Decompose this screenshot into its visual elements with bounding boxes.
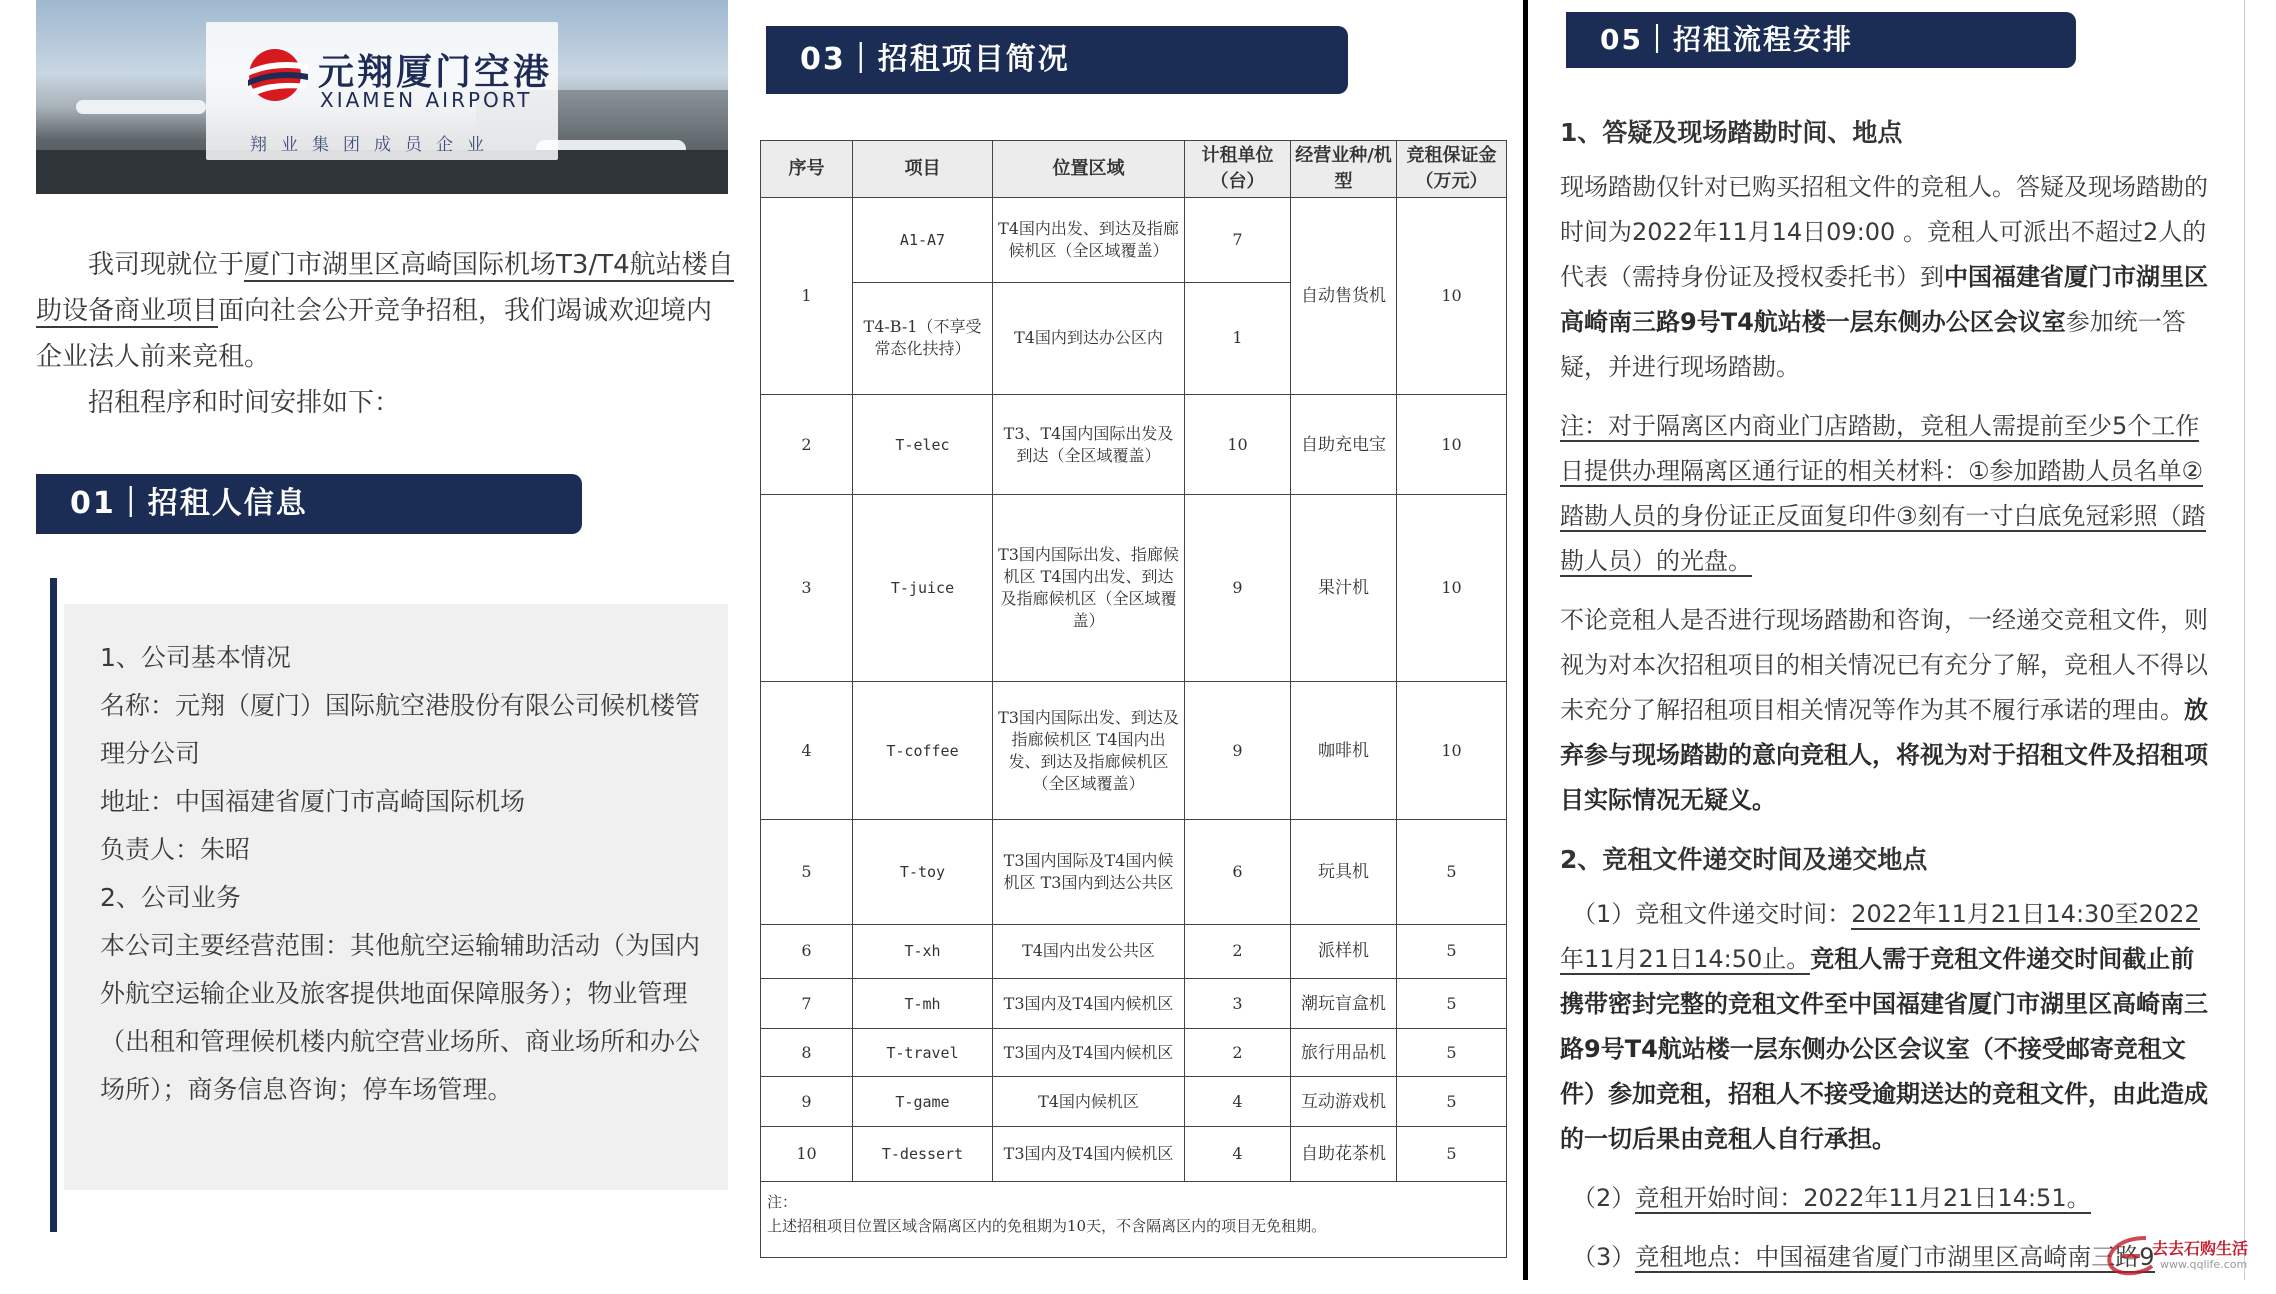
cell-units: 7: [1185, 198, 1291, 282]
cell-project: T-juice: [853, 495, 993, 682]
cell-deposit: 5: [1397, 978, 1507, 1028]
rental-projects-table: [760, 140, 1507, 1258]
cell-location: T3国内及T4国内候机区: [993, 978, 1185, 1028]
cell-location: T3国内国际及T4国内候机区 T3国内到达公共区: [993, 820, 1185, 924]
intro-text-a: 我司现就位于: [88, 250, 245, 280]
cell-project: T-elec: [853, 394, 993, 494]
intro-text-b: 面向社会公开竞争招租，我们竭诚欢迎境内企业法人前来竞租。: [36, 296, 713, 372]
cell-no: 9: [761, 1077, 853, 1127]
table-row: [761, 924, 1507, 978]
subheading: 1、答疑及现场踏勘时间、地点: [1560, 118, 1903, 147]
acknowledgement-text: 不论竞租人是否进行现场踏勘和咨询，一经递交竞租文件，则视为对本次招租项目的相关情况已有充分了解，竞租人不得以未充分了解招租项目相关情况等作为其不履行承诺的理由。: [1560, 606, 2208, 724]
cell-deposit: 5: [1397, 924, 1507, 978]
cell-deposit: 5: [1397, 1127, 1507, 1181]
process-schedule-text: [1560, 110, 2210, 1294]
col-header-deposit: 竞租保证金（万元）: [1397, 141, 1507, 198]
venue-address: 竞租地点：中国福建省厦门市湖里区高崎南三路9: [1635, 1243, 2155, 1271]
cell-no: 8: [761, 1029, 853, 1077]
logo-english-name: XIAMEN AIRPORT: [320, 88, 533, 112]
cell-units: 1: [1185, 282, 1291, 394]
cell-no: 10: [761, 1127, 853, 1181]
cell-type: 自助充电宝: [1291, 394, 1397, 494]
table-row: [761, 1029, 1507, 1077]
column-divider: [1523, 0, 1528, 1280]
cell-units: 3: [1185, 978, 1291, 1028]
acknowledgement-paragraph: [1560, 598, 2210, 823]
meeting-room-address: 中国福建省厦门市湖里区高崎南三路9号T4航站楼一层东侧办公区会议室: [1560, 263, 2208, 336]
table-header-row: [761, 141, 1507, 198]
cell-no: 4: [761, 681, 853, 819]
submission-requirement: 竞租人需于竞租文件递交时间截止前携带密封完整的竞租文件至中国福建省厦门市湖里区高崎南三路9号T4航站楼一层东侧办公区会议室（不接受邮寄竞租文件）参加竞租，招租人不接受逾期送达的竞租文件，由此造成的一切后果由竞租人自行承担。: [1560, 945, 2208, 1153]
intro-paragraph: [36, 242, 736, 380]
cell-no: 2: [761, 394, 853, 494]
info-line: 本公司主要经营范围：其他航空运输辅助活动（为国内外航空运输企业及旅客提供地面保障服务）；物业管理（出租和管理候机楼内航空营业场所、商业场所和办公场所）；商务信息咨询；停车场管理。: [100, 931, 701, 1104]
cell-units: 9: [1185, 495, 1291, 682]
cell-type: 自助花茶机: [1291, 1127, 1397, 1181]
cell-no: 3: [761, 495, 853, 682]
section-01-banner: 01｜招租人信息: [42, 474, 582, 534]
cell-deposit: 5: [1397, 1029, 1507, 1077]
cell-deposit: 10: [1397, 495, 1507, 682]
cell-type: 互动游戏机: [1291, 1077, 1397, 1127]
page-edge-line: [2244, 0, 2245, 1280]
submission-time-paragraph: [1560, 892, 2210, 1162]
xiamen-airport-logo-icon: [244, 44, 310, 106]
cell-deposit: 10: [1397, 198, 1507, 395]
watermark-text: 去去石购生活: [2152, 1239, 2249, 1258]
cell-type: 咖啡机: [1291, 681, 1397, 819]
info-line: 名称：元翔（厦门）国际航空港股份有限公司候机楼管理分公司: [100, 691, 701, 768]
table-note-cell: [761, 1181, 1507, 1257]
cell-deposit: 10: [1397, 394, 1507, 494]
cell-units: 2: [1185, 924, 1291, 978]
info-accent-bar: [50, 578, 57, 1232]
cell-location: T3国内国际出发、指廊候机区 T4国内出发、到达及指廊候机区（全区域覆盖）: [993, 495, 1185, 682]
info-line: 负责人：朱昭: [100, 835, 251, 864]
cell-units: 4: [1185, 1127, 1291, 1181]
cell-location: T3国内国际出发、到达及指廊候机区 T4国内出发、到达及指廊候机区（全区域覆盖）: [993, 681, 1185, 819]
logo-slogan: 翔业集团成员企业: [250, 135, 498, 155]
col-header-no: 序号: [761, 141, 853, 198]
submission-label: （1）竞租文件递交时间：: [1572, 900, 1852, 928]
cell-deposit: 10: [1397, 681, 1507, 819]
lessor-info-panel: [64, 604, 728, 1190]
cell-location: T3、T4国内国际出发及到达（全区域覆盖）: [993, 394, 1185, 494]
isolation-area-note: [1560, 404, 2210, 584]
cell-type: 旅行用品机: [1291, 1029, 1397, 1077]
cell-project: T-coffee: [853, 681, 993, 819]
cell-units: 4: [1185, 1077, 1291, 1127]
cell-project: T-dessert: [853, 1127, 993, 1181]
cell-location: T3国内及T4国内候机区: [993, 1127, 1185, 1181]
site-visit-paragraph: [1560, 165, 2210, 390]
schedule-lead-in: 招租程序和时间安排如下：: [88, 388, 401, 418]
project-location-underlined: 厦门市湖里区高崎国际机场T3/T4航站楼自助设备商业项目: [36, 250, 734, 326]
cell-no: 7: [761, 978, 853, 1028]
table-row: [761, 394, 1507, 494]
section-05-banner: 05｜招租流程安排: [1572, 12, 2076, 68]
cell-location: T4国内出发公共区: [993, 924, 1185, 978]
table-row: [761, 1077, 1507, 1127]
table-row: [761, 978, 1507, 1028]
intro-text: [36, 242, 736, 426]
table-row: [761, 820, 1507, 924]
table-row: [761, 1127, 1507, 1181]
table-note-text: 上述招租项目位置区域含隔离区内的免租期为10天，不含隔离区内的项目无免租期。: [767, 1216, 1327, 1235]
cell-type: 玩具机: [1291, 820, 1397, 924]
site-visit-text: 现场踏勘仅针对已购买招租文件的竞租人。答疑及现场踏勘的时间为2022年11月14日09:00 。竞租人可派出不超过2人的代表（需持身份证及授权委托书）到: [1560, 173, 2208, 291]
col-header-project: 项目: [853, 141, 993, 198]
cell-type: 自动售货机: [1291, 198, 1397, 395]
cell-no: 1: [761, 198, 853, 395]
subheading: 2、竞租文件递交时间及递交地点: [1560, 845, 1928, 874]
watermark-url: www.qqlife.com: [2160, 1258, 2248, 1271]
venue-label: （3）: [1572, 1243, 1636, 1271]
cell-units: 9: [1185, 681, 1291, 819]
cell-project: T-xh: [853, 924, 993, 978]
isolation-note-text: 注：对于隔离区内商业门店踏勘，竞租人需提前至少5个工作日提供办理隔离区通行证的相关材料：①参加踏勘人员名单②踏勘人员的身份证正反面复印件③刻有一寸白底免冠彩照（踏勘人员）的光盘。: [1560, 412, 2206, 575]
info-line: 1、公司基本情况: [100, 643, 291, 672]
info-line: 2、公司业务: [100, 883, 241, 912]
cell-deposit: 5: [1397, 820, 1507, 924]
cell-project: T-travel: [853, 1029, 993, 1077]
cell-type: 果汁机: [1291, 495, 1397, 682]
cell-no: 6: [761, 924, 853, 978]
info-line: 地址：中国福建省厦门市高崎国际机场: [100, 787, 526, 816]
cell-no: 5: [761, 820, 853, 924]
cell-deposit: 5: [1397, 1077, 1507, 1127]
cell-location: T3国内及T4国内候机区: [993, 1029, 1185, 1077]
acknowledgement-bold: 放弃参与现场踏勘的意向竞租人，将视为对于招租文件及招租项目实际情况无疑义。: [1560, 696, 2208, 814]
cell-units: 6: [1185, 820, 1291, 924]
cell-location: T4国内到达办公区内: [993, 282, 1185, 394]
airplane-shape: [76, 100, 206, 114]
section-03-banner: 03｜招租项目简况: [772, 26, 1348, 94]
col-header-type: 经营业种/机型: [1291, 141, 1397, 198]
start-time: 竞租开始时间：2022年11月21日14:51。: [1635, 1184, 2091, 1212]
site-visit-end: 参加统一答疑，并进行现场踏勘。: [1560, 308, 2186, 381]
cell-project: T-game: [853, 1077, 993, 1127]
cell-project: T-toy: [853, 820, 993, 924]
cell-type: 潮玩盲盒机: [1291, 978, 1397, 1028]
cell-location: T4国内出发、到达及指廊候机区（全区域覆盖）: [993, 198, 1185, 282]
cell-project: A1-A7: [853, 198, 993, 282]
start-label: （2）: [1572, 1184, 1636, 1212]
cell-units: 10: [1185, 394, 1291, 494]
submission-time: 2022年11月21日14:30至2022年11月21日14:50止。: [1560, 900, 2200, 973]
table-note-row: [761, 1181, 1507, 1257]
table-row: [761, 198, 1507, 282]
table-row: [761, 495, 1507, 682]
cell-type: 派样机: [1291, 924, 1397, 978]
cell-project: T-mh: [853, 978, 993, 1028]
table-row: [761, 681, 1507, 819]
col-header-location: 位置区域: [993, 141, 1185, 198]
cell-project: T4-B-1（不享受常态化扶持）: [853, 282, 993, 394]
col-header-units: 计租单位（台）: [1185, 141, 1291, 198]
start-time-paragraph: [1560, 1176, 2210, 1221]
cell-units: 2: [1185, 1029, 1291, 1077]
logo-chinese-name: 元翔厦门空港: [318, 51, 553, 93]
table-note-label: 注：: [767, 1192, 798, 1211]
cell-location: T4国内候机区: [993, 1077, 1185, 1127]
